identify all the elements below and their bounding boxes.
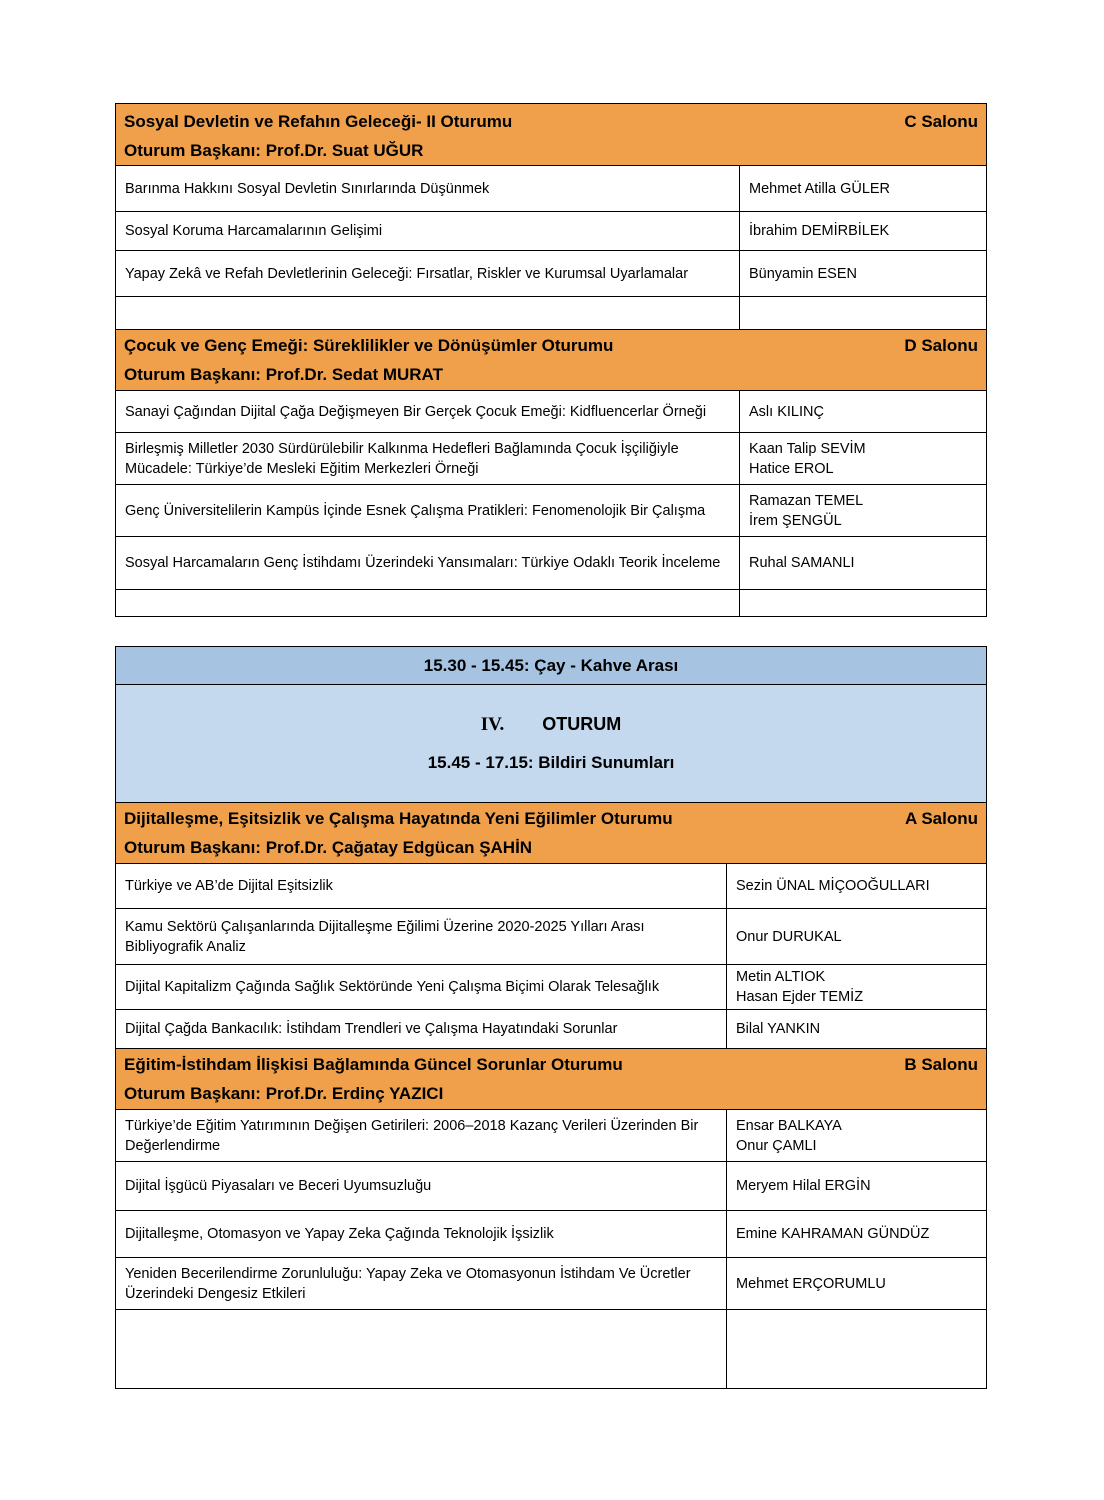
- paper-author: Meryem Hilal ERGİN: [736, 1178, 871, 1194]
- break-row: [116, 647, 986, 684]
- session-chair: Oturum Başkanı: Prof.Dr. Sedat MURAT: [124, 364, 443, 384]
- table-row: [116, 1210, 986, 1257]
- paper-author: Hatice EROL: [749, 460, 834, 477]
- paper-author: Onur DURUKAL: [736, 928, 842, 945]
- session-time: 15.45 - 17.15: Bildiri Sunumları: [427, 752, 675, 772]
- paper-author: Bilal YANKIN: [736, 1021, 821, 1037]
- session-title: Eğitim-İstihdam İlişkisi Bağlamında Güncel Sorunlar Oturumu: [124, 1054, 623, 1074]
- paper-title: Türkiye’de Eğitim Yatırımının Değişen Getirileri: 2006–2018 Kazanç Verileri Üzerinden Bir Değerlendirme: [116, 1110, 727, 1161]
- paper-author: Kaan Talip SEVİM: [749, 440, 866, 457]
- paper-author: Mehmet Atilla GÜLER: [749, 180, 891, 197]
- paper-authors: [727, 1110, 986, 1161]
- table-row: [116, 390, 986, 432]
- empty-row: [116, 589, 986, 616]
- table-row: [116, 211, 986, 250]
- paper-title: Dijital İşgücü Piyasaları ve Beceri Uyumsuzluğu: [116, 1162, 727, 1210]
- paper-title: Sosyal Harcamaların Genç İstihdamı Üzerindeki Yansımaları: Türkiye Odaklı Teorik İnceleme: [116, 537, 740, 589]
- paper-authors: [740, 433, 986, 484]
- paper-title: Birleşmiş Milletler 2030 Sürdürülebilir Kalkınma Hedefleri Bağlamında Çocuk İşçiliğiyle Mücadele: Türkiye’de Mesleki Eğitim Merkezleri Örneği: [116, 433, 740, 484]
- session-title: Çocuk ve Genç Emeği: Süreklilikler ve Dönüşümler Oturumu: [124, 335, 614, 355]
- paper-authors: [740, 485, 986, 536]
- paper-authors: [727, 965, 986, 1009]
- table-row: [116, 484, 986, 536]
- paper-author: Ramazan TEMEL: [749, 492, 864, 509]
- session-label: OTURUM: [542, 714, 622, 734]
- session-header-b: [116, 1048, 986, 1109]
- paper-title: Dijitalleşme, Otomasyon ve Yapay Zeka Çağında Teknolojik İşsizlik: [116, 1211, 727, 1257]
- paper-author: Mehmet ERÇORUMLU: [736, 1275, 886, 1292]
- session-chair: Oturum Başkanı: Prof.Dr. Suat UĞUR: [124, 140, 424, 160]
- empty-row: [116, 1309, 986, 1388]
- paper-title: Genç Üniversitelilerin Kampüs İçinde Esnek Çalışma Pratikleri: Fenomenolojik Bir Çalışma: [116, 485, 740, 536]
- table-row: [116, 1161, 986, 1210]
- hall-label: C Salonu: [904, 111, 978, 131]
- paper-author: Ruhal SAMANLI: [749, 555, 855, 571]
- session-chair: Oturum Başkanı: Prof.Dr. Çağatay Edgücan ŞAHİN: [124, 837, 533, 857]
- session-number: IV.: [480, 713, 505, 735]
- session-header-c: [116, 104, 986, 165]
- paper-title: Yapay Zekâ ve Refah Devletlerinin Geleceği: Fırsatlar, Riskler ve Kurumsal Uyarlamalar: [116, 251, 740, 296]
- session-header-d: [116, 329, 986, 390]
- paper-author: İbrahim DEMİRBİLEK: [749, 223, 890, 239]
- paper-author: Ensar BALKAYA: [736, 1117, 842, 1134]
- paper-author: Metin ALTIOK: [736, 969, 826, 985]
- paper-author: Bünyamin ESEN: [749, 265, 857, 282]
- hall-label: A Salonu: [904, 808, 978, 828]
- session-header-a: [116, 802, 986, 863]
- table-row: [116, 1109, 986, 1161]
- table-row: [116, 250, 986, 296]
- paper-title: Dijital Çağda Bankacılık: İstihdam Trendleri ve Çalışma Hayatındaki Sorunlar: [116, 1010, 727, 1048]
- paper-author: Emine KAHRAMAN GÜNDÜZ: [736, 1226, 930, 1242]
- session-block-header: [116, 684, 986, 802]
- paper-author: İrem ŞENGÜL: [749, 512, 842, 529]
- paper-author: Aslı KILINÇ: [749, 403, 824, 420]
- paper-title: Türkiye ve AB’de Dijital Eşitsizlik: [116, 864, 727, 908]
- paper-title: Sosyal Koruma Harcamalarının Gelişimi: [116, 212, 740, 250]
- break-label: 15.30 - 15.45: Çay - Kahve Arası: [423, 655, 679, 675]
- session-chair: Oturum Başkanı: Prof.Dr. Erdinç YAZICI: [124, 1083, 444, 1103]
- paper-author: Onur ÇAMLI: [736, 1137, 817, 1154]
- paper-author: Sezin ÜNAL MİÇOOĞULLARI: [736, 878, 930, 894]
- table-row: [116, 432, 986, 484]
- paper-title: Dijital Kapitalizm Çağında Sağlık Sektöründe Yeni Çalışma Biçimi Olarak Telesağlık: [116, 965, 727, 1009]
- empty-row: [116, 296, 986, 329]
- session-title: Dijitalleşme, Eşitsizlik ve Çalışma Hayatında Yeni Eğilimler Oturumu: [124, 808, 673, 828]
- program-table-1: [115, 103, 987, 617]
- program-table-2: [115, 646, 987, 1389]
- paper-title: Yeniden Becerilendirme Zorunluluğu: Yapay Zeka ve Otomasyonun İstihdam Ve Ücretler Üzerindeki Dengesiz Etkileri: [116, 1258, 727, 1309]
- table-row: [116, 536, 986, 589]
- table-row: [116, 863, 986, 908]
- table-row: [116, 1009, 986, 1048]
- paper-title: Kamu Sektörü Çalışanlarında Dijitalleşme Eğilimi Üzerine 2020-2025 Yılları Arası Bibliyografik Analiz: [116, 909, 727, 964]
- table-row: [116, 165, 986, 211]
- paper-title: Sanayi Çağından Dijital Çağa Değişmeyen Bir Gerçek Çocuk Emeği: Kidfluencerlar Örneği: [116, 391, 740, 432]
- paper-author: Hasan Ejder TEMİZ: [736, 989, 864, 1005]
- hall-label: B Salonu: [904, 1054, 978, 1074]
- session-title: Sosyal Devletin ve Refahın Geleceği- II Oturumu: [124, 111, 513, 131]
- table-row: [116, 908, 986, 964]
- table-row: [116, 964, 986, 1009]
- hall-label: D Salonu: [904, 335, 978, 355]
- table-row: [116, 1257, 986, 1309]
- paper-title: Barınma Hakkını Sosyal Devletin Sınırlarında Düşünmek: [116, 166, 740, 211]
